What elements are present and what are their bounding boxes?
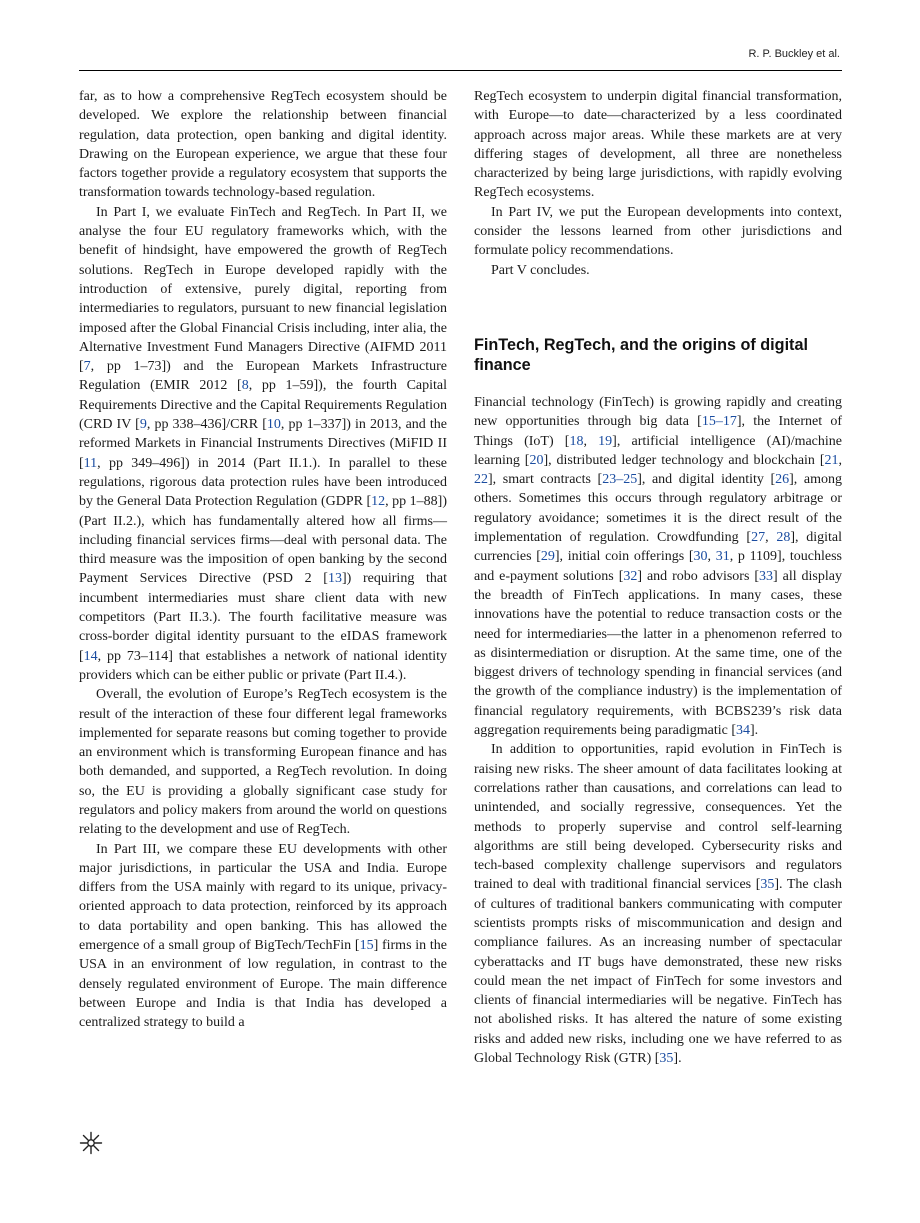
text-run: , pp 1–73]) and the European Markets Infrastructure Regulation (EMIR 2012 [ bbox=[79, 359, 447, 394]
citation-link[interactable]: 26 bbox=[775, 472, 790, 488]
text-run: ]. bbox=[673, 1051, 682, 1067]
text-run: Financial technology (FinTech) is growing rapidly and creating new opportunities through big data [ bbox=[474, 394, 842, 430]
text-run: ] all display the breadth of FinTech applications. In many cases, these innovations have the potential to reduce transaction costs or the need for intermediaries—the latter in a phenomenon referred to as disintermediation or disruption. At the same time, one of the biggest drivers of technology spending in financial services (and the growth of the compliance industry) is the implementation of financial regulatory requirements, with BCBS239’s risk data aggregation requirements being paradigmatic [ bbox=[474, 568, 842, 739]
text-run: ], smart contracts [ bbox=[488, 472, 603, 488]
text-run: Overall, the evolution of Europe’s RegTech ecosystem is the result of the interaction of these four different legal frameworks implemented for separate reasons but coming together to provide an environment which is transforming European finance and has both demanded, and supported, a RegTech revolution. In doing so, the EU is providing a globally significant case study for regulators and policy makers from around the world on questions relating to the development and use of RegTech. bbox=[79, 687, 447, 838]
text-run: ]) requiring that incumbent intermediaries must share client data with new competitors (Part II.3.). The fourth facilitative measure was cross-border digital identity pursuant to the eIDAS framework [ bbox=[79, 571, 448, 664]
citation-link[interactable]: 32 bbox=[623, 568, 638, 584]
citation-link[interactable]: 15–17 bbox=[701, 414, 737, 430]
text-run: ], digital currencies [ bbox=[474, 530, 843, 565]
text-run: ], artificial intelligence (AI)/machine learning [ bbox=[474, 433, 842, 468]
citation-link[interactable]: 35 bbox=[760, 877, 775, 893]
citation-link[interactable]: 27 bbox=[751, 530, 766, 546]
paragraph bbox=[474, 87, 842, 203]
citation-link[interactable]: 34 bbox=[736, 723, 751, 739]
citation-link[interactable]: 15 bbox=[359, 938, 374, 954]
text-run: In Part IV, we put the European developments into context, consider the lessons learned from other jurisdictions and formulate policy recommendations. bbox=[474, 204, 842, 259]
paragraph bbox=[474, 261, 842, 280]
text-run: In Part III, we compare these EU developments with other major jurisdictions, in particular the USA and India. Europe differs from the USA mainly with regard to its unique, privacy-oriented approach to data protection, reinforced by its approach to data portability and open banking. This has allowed the emergence of a small group of BigTech/TechFin [ bbox=[79, 841, 447, 954]
paragraph bbox=[474, 393, 842, 740]
section-heading: FinTech, RegTech, and the origins of digital finance bbox=[474, 335, 808, 374]
citation-link[interactable]: 9 bbox=[139, 417, 147, 433]
text-run: , bbox=[838, 452, 842, 468]
text-run: Part V concludes. bbox=[491, 262, 590, 278]
paragraph bbox=[474, 740, 842, 1068]
citation-link[interactable]: 35 bbox=[659, 1051, 674, 1067]
text-run: RegTech ecosystem to underpin digital financial transformation, with Europe—to date—characterized by a less coordinated approach across major areas. While these markets are at very differing stages of development, all three are nonetheless characterized by being large jurisdictions, with rapidly evolving RegTech ecosystems. bbox=[474, 89, 842, 201]
text-run: , pp 73–114] that establishes a network of national identity providers which can be either public or private (Part II.4.). bbox=[79, 648, 447, 683]
paragraph bbox=[79, 203, 447, 685]
citation-link[interactable]: 12 bbox=[371, 494, 386, 510]
text-run: ], among others. Sometimes this occurs through regulatory arbitrage or regulatory avoidance; sometimes it is the direct result of the implementation of regulation. Crowdfunding [ bbox=[474, 472, 842, 546]
text-run: , pp 1–337]) in 2013, and the reformed Markets in Financial Instruments Directives (MiFID II [ bbox=[79, 417, 448, 471]
paragraph bbox=[79, 685, 447, 839]
text-run: ] firms in the USA in an environment of low regulation, in contrast to the densely regulated environment of Europe. The main difference between Europe and India is that India has developed a centralized strategy to build a bbox=[79, 938, 447, 1031]
text-run: ], and digital identity [ bbox=[637, 472, 776, 488]
citation-link[interactable]: 13 bbox=[327, 571, 342, 587]
citation-link[interactable]: 7 bbox=[83, 359, 91, 375]
citation-link[interactable]: 19 bbox=[598, 433, 613, 449]
citation-link[interactable]: 20 bbox=[529, 452, 544, 468]
citation-link[interactable]: 14 bbox=[83, 648, 98, 664]
text-run: , p 1109], touchless and e-payment solutions [ bbox=[474, 549, 842, 584]
citation-link[interactable]: 21 bbox=[824, 452, 839, 468]
citation-link[interactable]: 30 bbox=[693, 549, 708, 565]
text-run: In Part I, we evaluate FinTech and RegTech. In Part II, we analyse the four EU regulatory frameworks which, with the benefit of hindsight, have empowered the growth of RegTech solutions. RegTech in Europe developed rapidly with the introduction of extensive, purely digital, reporting from intermediaries to regulators, pursuant to new financial legislation imposed after the Global Financial Crisis including, inter alia, the Alternative Investment Fund Managers Directive (AIFMD 2011 [ bbox=[79, 204, 447, 375]
citation-link[interactable]: 18 bbox=[569, 433, 584, 449]
text-run: , pp 349–496]) in 2014 (Part II.1.). In parallel to these regulations, rigorous data protection rules have been introduced by the General Data Protection Regulation (GDPR [ bbox=[79, 455, 447, 510]
citation-link[interactable]: 11 bbox=[83, 455, 98, 471]
citation-link[interactable]: 31 bbox=[715, 549, 730, 565]
text-run: , pp 1–88]) (Part II.2.), which has fundamentally altered how all firms—including financial services firms—deal with personal data. The third measure was the imposition of open banking by the second Payment Services Directive (PSD 2 [ bbox=[79, 494, 448, 587]
citation-link[interactable]: 22 bbox=[474, 472, 488, 488]
citation-link[interactable]: 8 bbox=[241, 378, 249, 394]
text-run: , bbox=[707, 549, 716, 565]
citation-link[interactable]: 29 bbox=[540, 549, 555, 565]
text-run: , pp 338–436]/CRR [ bbox=[146, 417, 267, 433]
text-run: , bbox=[765, 530, 777, 546]
text-run: ] and robo advisors [ bbox=[637, 568, 759, 584]
text-run: In addition to opportunities, rapid evolution in FinTech is raising new risks. The sheer amount of data facilitates looking at correlations rather than causations, and correlations can lead to unintended, and socially regressive, consequences. Yet the methods to properly supervise and control self-learning algorithms are still being developed. Cybersecurity risks and tech-based complexity challenge supervisors and regulators trained to deal with traditional financial services [ bbox=[474, 742, 842, 893]
text-run: ], the Internet of Things (IoT) [ bbox=[474, 414, 842, 449]
text-run: , pp 1–59]), the fourth Capital Requirements Directive and the Capital Requirements Regulation (CRD IV [ bbox=[79, 378, 448, 433]
paragraph bbox=[79, 87, 447, 203]
text-run: ]. bbox=[750, 723, 759, 739]
text-run: ], initial coin offerings [ bbox=[554, 549, 694, 565]
citation-link[interactable]: 28 bbox=[776, 530, 791, 546]
paragraph bbox=[474, 203, 842, 261]
citation-link[interactable]: 23–25 bbox=[602, 472, 638, 488]
text-run: ]. The clash of cultures of traditional bankers communicating with computer scientists prompts risks of miscommunication and design and compliance failures. As an increasing number of spectacular cyberattacks and IT bugs have demonstrated, these new risks could mean the net impact of FinTech for some investors and clients of financial intermediaries will be negative. FinTech has not abolished risks. It has altered the nature of some existing risks and added new risks, including one we have referred to as Global Technology Risk (GTR) [ bbox=[474, 877, 842, 1067]
left-column bbox=[79, 87, 447, 1033]
publisher-logo-icon bbox=[79, 1131, 103, 1155]
text-run: , bbox=[583, 433, 599, 449]
running-head: R. P. Buckley et al. bbox=[748, 48, 840, 60]
paragraph bbox=[79, 840, 447, 1033]
header-rule bbox=[79, 70, 842, 71]
text-run: far, as to how a comprehensive RegTech ecosystem should be developed. We explore the relationship between financial regulation, data protection, open banking and digital identity. Drawing on the European experience, we argue that these four factors together provide a regulatory ecosystem that supports the transformation towards technology-based regulation. bbox=[79, 89, 447, 201]
citation-link[interactable]: 33 bbox=[759, 568, 773, 584]
right-column bbox=[474, 87, 842, 1068]
text-run: ], distributed ledger technology and blockchain [ bbox=[543, 452, 825, 468]
citation-link[interactable]: 10 bbox=[266, 417, 281, 433]
